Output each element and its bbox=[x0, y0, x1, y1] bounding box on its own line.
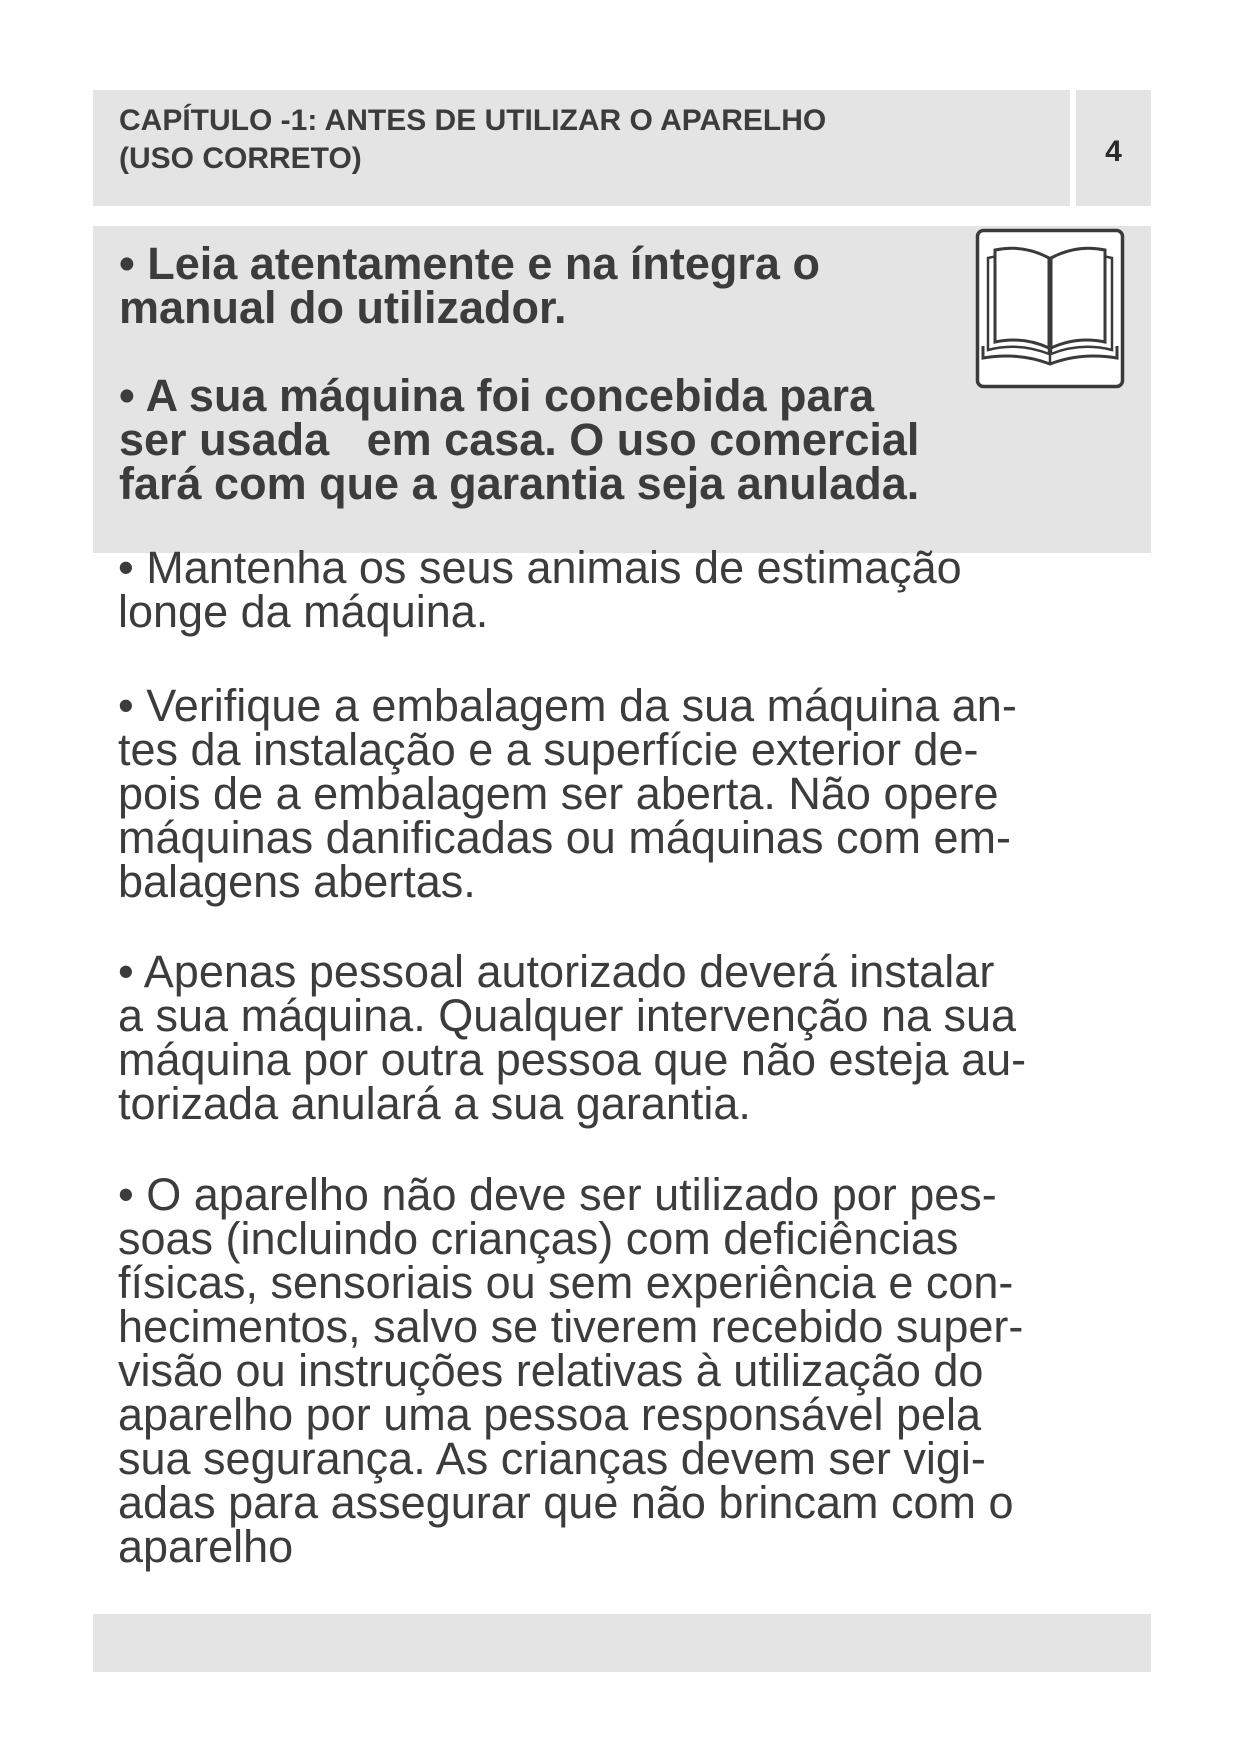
page-number: 4 bbox=[1105, 135, 1122, 168]
text-line: tes da instalação e a superfície exterior de- bbox=[118, 724, 979, 775]
highlight-paragraph-2 bbox=[119, 370, 920, 509]
highlight-paragraph-1 bbox=[119, 238, 820, 333]
text-line: • O aparelho não deve ser utilizado por pes- bbox=[118, 1169, 997, 1220]
body-paragraph-4 bbox=[118, 1169, 1024, 1572]
text-line: balagens abertas. bbox=[118, 856, 476, 907]
body-paragraph-3 bbox=[118, 946, 1027, 1129]
highlight-box bbox=[93, 226, 1151, 553]
text-line: a sua máquina. Qualquer intervenção na sua bbox=[118, 990, 1017, 1041]
body-paragraph-2 bbox=[118, 680, 1017, 907]
text-line: • Mantenha os seus animais de estimação bbox=[118, 542, 962, 593]
page-number-box bbox=[1076, 90, 1151, 206]
text-line: máquina por outra pessoa que não esteja au- bbox=[118, 1034, 1027, 1085]
text-line: • Verifique a embalagem da sua máquina an- bbox=[118, 680, 1017, 731]
footer-bar bbox=[93, 1614, 1151, 1672]
text-line: aparelho bbox=[118, 1521, 294, 1572]
text-line: soas (incluindo crianças) com deficiências bbox=[118, 1213, 959, 1264]
text-line: longe da máquina. bbox=[118, 586, 489, 637]
chapter-title-line-2: (USO CORRETO) bbox=[119, 142, 362, 175]
text-line: hecimentos, salvo se tiverem recebido super- bbox=[118, 1301, 1024, 1352]
open-book-icon bbox=[975, 228, 1125, 389]
text-line: físicas, sensoriais ou sem experiência e con- bbox=[118, 1257, 1014, 1308]
text-line: pois de a embalagem ser aberta. Não opere bbox=[118, 768, 999, 819]
text-line: máquinas danificadas ou máquinas com em- bbox=[118, 812, 1011, 863]
text-line: fará com que a garantia seja anulada. bbox=[119, 458, 920, 509]
text-line: adas para assegurar que não brincam com o bbox=[118, 1477, 1014, 1528]
text-line: visão ou instruções relativas à utilização do bbox=[118, 1345, 984, 1396]
text-line: aparelho por uma pessoa responsável pela bbox=[118, 1389, 982, 1440]
text-line: • A sua máquina foi concebida para bbox=[119, 370, 875, 421]
chapter-title-line-1: CAPÍTULO -1: ANTES DE UTILIZAR O APARELHO bbox=[119, 104, 827, 137]
text-line: • Apenas pessoal autorizado deverá instalar bbox=[118, 946, 995, 997]
text-line: ser usada em casa. O uso comercial bbox=[119, 414, 920, 465]
body-paragraph-1 bbox=[118, 542, 962, 637]
text-line: manual do utilizador. bbox=[119, 282, 567, 333]
chapter-header bbox=[93, 90, 1070, 206]
text-line: • Leia atentamente e na íntegra o bbox=[119, 238, 820, 289]
text-line: sua segurança. As crianças devem ser vigi- bbox=[118, 1433, 986, 1484]
text-line: torizada anulará a sua garantia. bbox=[118, 1078, 751, 1129]
